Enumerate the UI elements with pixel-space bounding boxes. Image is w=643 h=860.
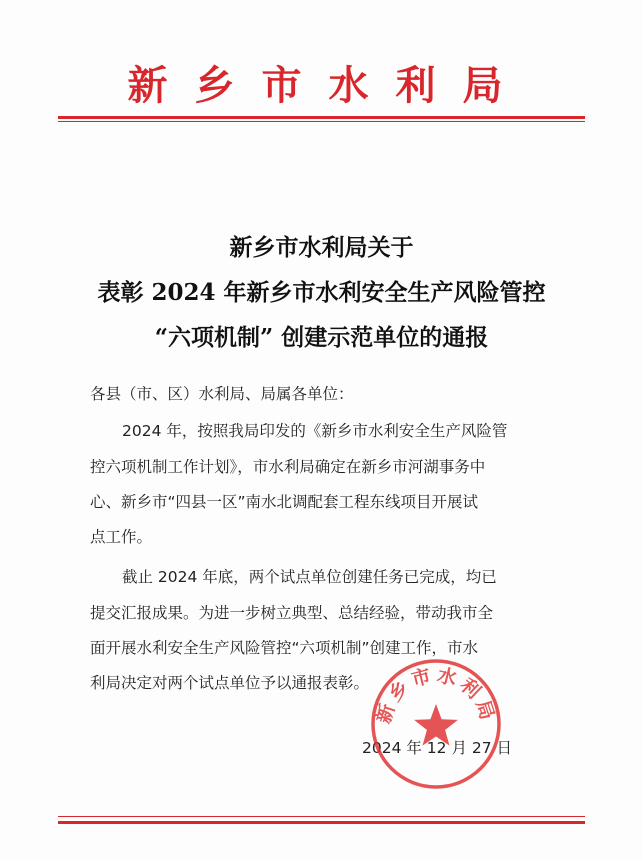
- document-title-line-3: “六项机制” 创建示范单位的通报: [154, 324, 489, 351]
- document-title-line-1: 新乡市水利局关于: [229, 234, 414, 261]
- paragraph-2-line: 提交汇报成果。为进一步树立典型、总结经验，带动我市全: [90, 604, 494, 622]
- salutation: 各县（市、区）水利局、局属各单位：: [90, 385, 354, 403]
- paragraph-2-line: 面开展水利安全生产风险管控“六项机制”创建工作，市水: [90, 639, 479, 657]
- issue-date: 2024 年 12 月 27 日: [362, 739, 513, 757]
- official-seal-stamp: [368, 656, 504, 792]
- paragraph-1-line: 2024 年，按照我局印发的《新乡市水利安全生产风险管: [122, 422, 508, 440]
- footer-rule-top: [58, 816, 585, 817]
- paragraph-1-line: 心、新乡市“四县一区”南水北调配套工程东线项目开展试: [90, 493, 479, 511]
- star-icon: [414, 704, 458, 746]
- seal-text: 新乡市水利局: [372, 664, 500, 727]
- document-title-line-2: 表彰 2024 年新乡市水利安全生产风险管控: [97, 279, 546, 306]
- letterhead-rule-top: [58, 116, 585, 119]
- paragraph-2-line: 利局决定对两个试点单位予以通报表彰。: [90, 674, 370, 692]
- footer-rule-bottom: [58, 821, 585, 824]
- paragraph-2-line: 截止 2024 年底，两个试点单位创建任务已完成，均已: [122, 568, 497, 586]
- letterhead-rule-bottom: [58, 121, 585, 122]
- paragraph-1-line: 点工作。: [90, 528, 153, 546]
- letterhead-org-name: 新乡市水利局: [127, 62, 530, 109]
- paragraph-1-line: 控六项机制工作计划》，市水利局确定在新乡市河湖事务中: [90, 458, 486, 476]
